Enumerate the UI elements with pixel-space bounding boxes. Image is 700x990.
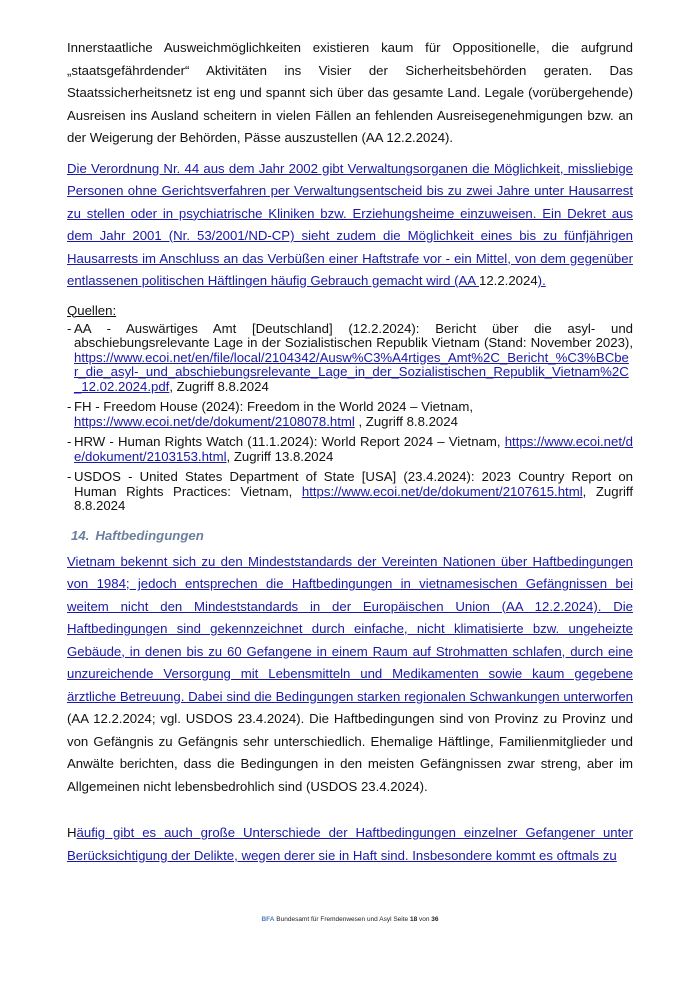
source-link-aa[interactable]: https://www.ecoi.net/en/file/local/2104342/Ausw%C3%A4rtiges_Amt%2C_Bericht_%C3%BCber_die_asyl-_und_abschiebungsrelevante_Lage_in_der_Sozialistischen_Republik_Vietnam%2C_12.02.2024.pdf [74, 349, 629, 394]
source-link-hrw[interactable]: https://www.ecoi.net/de/dokument/2103153.html [74, 434, 633, 464]
source-access: , Zugriff 8.8.2024 [74, 483, 634, 513]
source-text: USDOS - United States Department of State [USA] (23.4.2024): 2023 Country Report on Human Rights Practices: Vietnam, [74, 469, 633, 499]
source-text: AA - Auswärtiges Amt [Deutschland] (12.2.2024): Bericht über die asyl- und abschiebungsrelevante Lage in der Sozialistischen Republik Vietnam (Stand: November 2023), [74, 320, 633, 350]
source-access: , Zugriff 8.8.2024 [169, 378, 269, 394]
decree-link-text[interactable]: Die Verordnung Nr. 44 aus dem Jahr 2002 gibt Verwaltungsorganen die Möglichkeit, missliebige Personen ohne Gerichtsverfahren per Verwaltungsentscheid bis zu zwei Jahre unter Hausarrest zu stellen oder in psychiatrische Kliniken bzw. Erziehungsheime einzuweisen. Ein Dekret aus dem Jahr 2001 (Nr. 53/2001/ND-CP) sieht zudem die Möglichkeit eines bis zu fünfjährigen Hausarrests im Anschluss an das Verbüßen einer Haftstrafe vor - ein Mittel, von dem gegenüber entlassenen politischen Häftlingen häufig Gebrauch gemacht wird (AA [67, 160, 633, 288]
list-dash: - [67, 434, 72, 449]
page-footer [0, 916, 700, 923]
footer-page-number: 18 [409, 916, 418, 923]
paragraph-gap [67, 798, 633, 822]
differences-first-letter: H [67, 825, 77, 840]
source-link-usdos[interactable]: https://www.ecoi.net/de/dokument/2107615.html [301, 483, 583, 499]
section-number: 14. [71, 527, 90, 543]
paragraph-travel-restrictions: Innerstaatliche Ausweichmöglichkeiten existieren kaum für Oppositionelle, die aufgrund „staatsgefährdender“ Aktivitäten ins Visier der Sicherheitsbehörden geraten. Das Staatssicherheitsnetz ist eng und spannt sich über das gesamte Land. Legale (vorübergehende) Ausreisen ins Ausland scheitern in vielen Fällen an fehlenden Ausreisegenehmigungen bzw. an der Weigerung der Behörden, Pässe auszustellen (AA 12.2.2024). [67, 40, 633, 145]
source-link-fh[interactable]: https://www.ecoi.net/de/dokument/2108078.html [74, 413, 355, 429]
document-page [67, 37, 633, 867]
source-access: , Zugriff 8.8.2024 [354, 413, 458, 429]
prison-plain-text: (AA 12.2.2024; vgl. USDOS 23.4.2024). Die Haftbedingungen sind von Provinz zu Provinz und von Gefängnis zu Gefängnis sehr unterschiedlich. Ehemalige Häftlinge, Familienmitglieder und Anwälte berichten, dass die Bedingungen in den meisten Gefängnissen zwar streng, aber im Allgemeinen nicht lebensbedrohlich sind (USDOS 23.4.2024). [67, 711, 633, 794]
footer-of: von [417, 916, 432, 923]
section-title: Haftbedingungen [95, 527, 204, 543]
source-item-fh [67, 400, 633, 429]
source-access: , Zugriff 13.8.2024 [226, 448, 334, 464]
source-item-hrw [67, 435, 633, 464]
footer-page-total: 36 [431, 916, 439, 923]
differences-link-text[interactable]: äufig gibt es auch große Unterschiede der Haftbedingungen einzelner Gefangener unter Berücksichtigung der Delikte, wegen derer sie in Haft sind. Insbesondere kommt es oftmals zu [67, 825, 633, 863]
section-heading [71, 528, 633, 543]
footer-text: Bundesamt für Fremdenwesen und Asyl Seite [274, 916, 410, 923]
prison-link-text[interactable]: Vietnam bekennt sich zu den Mindeststandards der Vereinten Nationen über Haftbedingungen von 1984; jedoch entsprechen die Haftbedingungen in vietnamesischen Gefängnissen bei weitem nicht den Mindeststandards in der Europäischen Union (AA 12.2.2024). Die Haftbedingungen sind gekennzeichnet durch einfache, nicht klimatisierte bzw. ungeheizte Gebäude, in denen bis zu 60 Gefangene in einem Raum auf Strohmatten schlafen, durch eine unzureichende Versorgung mit Lebensmitteln und Medikamenten sowie kaum gegebene ärztliche Betreuung. Dabei sind die Bedingungen starken regionalen Schwankungen unterworfen [67, 553, 633, 704]
paragraph-decree [67, 158, 633, 293]
footer-org: BFA [261, 916, 275, 923]
list-dash: - [67, 469, 72, 484]
paragraph-differences [67, 822, 633, 867]
source-text: HRW - Human Rights Watch (11.1.2024): World Report 2024 – Vietnam, [74, 434, 505, 449]
sources-list [67, 322, 633, 514]
source-item-aa [67, 322, 633, 395]
paragraph-prison-conditions [67, 551, 633, 799]
decree-citation: 12.2.2024 [479, 273, 538, 288]
source-item-usdos [67, 470, 633, 514]
sources-title: Quellen: [67, 302, 117, 318]
list-dash: - [67, 320, 72, 336]
decree-link-end[interactable]: ). [537, 273, 546, 288]
list-dash: - [67, 399, 72, 414]
source-text: FH - Freedom House (2024): Freedom in the World 2024 – Vietnam, [74, 399, 473, 414]
